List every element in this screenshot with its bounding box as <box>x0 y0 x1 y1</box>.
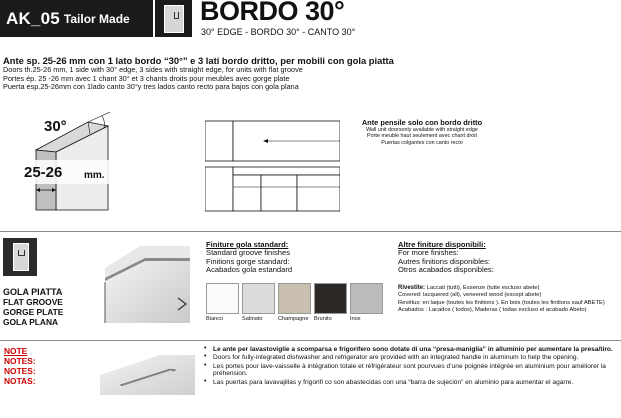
coatings-french: Revêtus: en laque (toutes les finitions ). En bois (toutes les finitions sauf ABETE) <box>398 299 605 306</box>
other-finishes-english: For more finishes: <box>398 248 459 257</box>
base-unit-3 <box>297 175 340 211</box>
door-panel-icon <box>13 243 29 271</box>
finish-swatch <box>350 283 383 314</box>
groove-notch-icon <box>18 250 25 256</box>
bullet-icon: • <box>204 353 207 361</box>
notes-heading <box>4 346 36 386</box>
flat-groove-photo <box>100 238 195 323</box>
angle-guide-line <box>88 112 110 122</box>
tall-base-unit <box>205 167 233 211</box>
finish-swatch <box>206 283 239 314</box>
standard-finishes-title: Finiture gola standard: <box>206 240 289 249</box>
note-text: Doors for fully-integrated dishwasher and refrigerator are provided with an integrated handle in aluminum to help the opening. <box>213 354 579 362</box>
groove-french: GORGE PLATE <box>3 307 64 317</box>
notes-label-italian: NOTE <box>4 346 28 356</box>
standard-finishes-english: Standard groove finishes <box>206 248 291 257</box>
groove-italian: GOLA PIATTA <box>3 287 63 297</box>
wall-unit-left <box>205 121 233 161</box>
description-italian: Ante sp. 25-26 mm con 1 lato bordo “30°” e 3 lati bordo dritto, per mobili con gola piatta <box>3 55 394 66</box>
section-divider <box>0 340 621 341</box>
edge-profile-drawing <box>18 112 128 214</box>
wall-note-italian: Ante pensile solo con bordo dritto <box>361 118 483 127</box>
product-code-badge <box>0 0 153 37</box>
coatings-label: Rivestite: <box>398 285 426 291</box>
door-surface <box>100 355 195 395</box>
door-thumbnail-icon <box>155 0 192 37</box>
other-finishes-spanish: Otros acabados disponibles: <box>398 265 494 275</box>
notes-label-spanish: NOTAS: <box>4 376 36 386</box>
finish-swatch-item <box>242 283 275 323</box>
coatings-italian <box>398 285 620 292</box>
other-finishes <box>398 240 608 275</box>
worktop <box>233 167 340 175</box>
finish-swatch-item <box>278 283 311 323</box>
description-english: Doors th.25-26 mm, 1 side with 30° edge, 3 sides with straight edge, for units with flat groove <box>3 65 303 74</box>
wall-note-french: Porte meuble haut seulement avec chant droit <box>367 133 477 140</box>
finish-swatches <box>206 283 386 323</box>
unit-label: mm. <box>84 170 105 181</box>
note-text: Le ante per lavastoviglie a scomparsa e frigorifero sono dotate di una “presa-maniglia” in alluminio per aumentare la presa/tiro. <box>213 346 613 353</box>
standard-finishes-spanish: Acabados gola estandard <box>206 265 293 275</box>
finish-swatch-item <box>206 283 239 323</box>
door-panel-icon <box>164 5 184 33</box>
section-divider <box>0 231 621 232</box>
wall-note-english: Wall unit doorsonly available with straight edge <box>366 127 478 133</box>
base-unit-1 <box>233 175 261 211</box>
finish-swatch <box>314 283 347 314</box>
bullet-icon: • <box>204 345 207 352</box>
angle-label: 30° <box>44 118 67 135</box>
other-finishes-title: Altre finiture disponibili: <box>398 240 486 249</box>
notes-label-english: NOTES: <box>4 356 36 366</box>
note-text: Las puertas para lavavajillas y frigorifi co son abastecidas con una “barra de sujeción” en aluminio para aumentar el agarre. <box>213 378 574 386</box>
note-item <box>203 379 613 387</box>
note-item <box>203 363 613 379</box>
note-item <box>203 346 613 354</box>
finish-swatch-label: Champagne <box>278 316 309 322</box>
base-unit-2 <box>261 175 297 211</box>
page-title: BORDO 30° <box>200 0 345 26</box>
coatings-english: Covered: lacquered (all), veneered wood (except abete) <box>398 292 542 299</box>
description-spanish: Puerta esp.25-26mm con 1lado canto 30°y tres lados canto recto para bajos con gola plana <box>3 82 299 92</box>
finish-swatch-label: Brunito <box>314 316 332 322</box>
finish-swatch-label: Bianco <box>206 316 224 322</box>
notes-label-french: NOTES: <box>4 366 36 376</box>
integrated-handle-photo <box>100 345 195 395</box>
groove-english: FLAT GROOVE <box>3 297 63 307</box>
bullet-icon: • <box>204 377 207 385</box>
note-text: Les portes pour lave-vaisselle à intégration totale et réfrigérateur sont pourvues d’une poignée intégrée en aluminium pour améliorer la préhension. <box>213 362 606 378</box>
finish-swatch-label: Inox <box>350 316 361 322</box>
finish-swatch <box>278 283 311 314</box>
finish-swatch-item <box>350 283 383 323</box>
page-subtitle: 30° EDGE - BORDO 30° - CANTO 30° <box>201 27 356 37</box>
coatings-italian-text: Laccati (tutti), Essenze (tutte escluso abete) <box>426 285 540 291</box>
groove-type-label <box>3 287 63 327</box>
note-item <box>203 354 613 362</box>
standard-finishes <box>206 240 396 275</box>
wall-note-spanish: Puertas colgantes con canto recto <box>381 139 463 146</box>
finish-swatch-label: Satinato <box>242 316 263 322</box>
notes-list <box>203 346 613 387</box>
thickness-label: 25-26 <box>24 164 63 181</box>
collection-name: Tailor Made <box>63 11 130 26</box>
coatings-spanish: Acabados : Lacados ( todos), Maderas ( todas excluso el acabado Abeto) <box>398 307 587 314</box>
groove-spanish: GOLA PLANA <box>3 317 59 327</box>
bullet-icon: • <box>204 361 207 369</box>
other-finishes-french: Autres finitions disponibles: <box>398 256 491 266</box>
groove-notch-icon <box>174 12 179 19</box>
wall-unit-note <box>352 118 492 146</box>
finish-swatch <box>242 283 275 314</box>
product-code: AK_05 <box>6 8 60 28</box>
kitchen-elevation-drawing <box>205 115 340 212</box>
description-french: Portes ép. 25 -26 mm avec 1 chant 30° et 3 chants droits pour meubles avec gorge plate <box>3 73 290 83</box>
finish-swatch-item <box>314 283 347 323</box>
door-description <box>3 55 463 92</box>
standard-finishes-french: Finitions gorge standard: <box>206 256 290 266</box>
coatings-list <box>398 285 620 315</box>
flat-groove-icon <box>3 238 37 276</box>
